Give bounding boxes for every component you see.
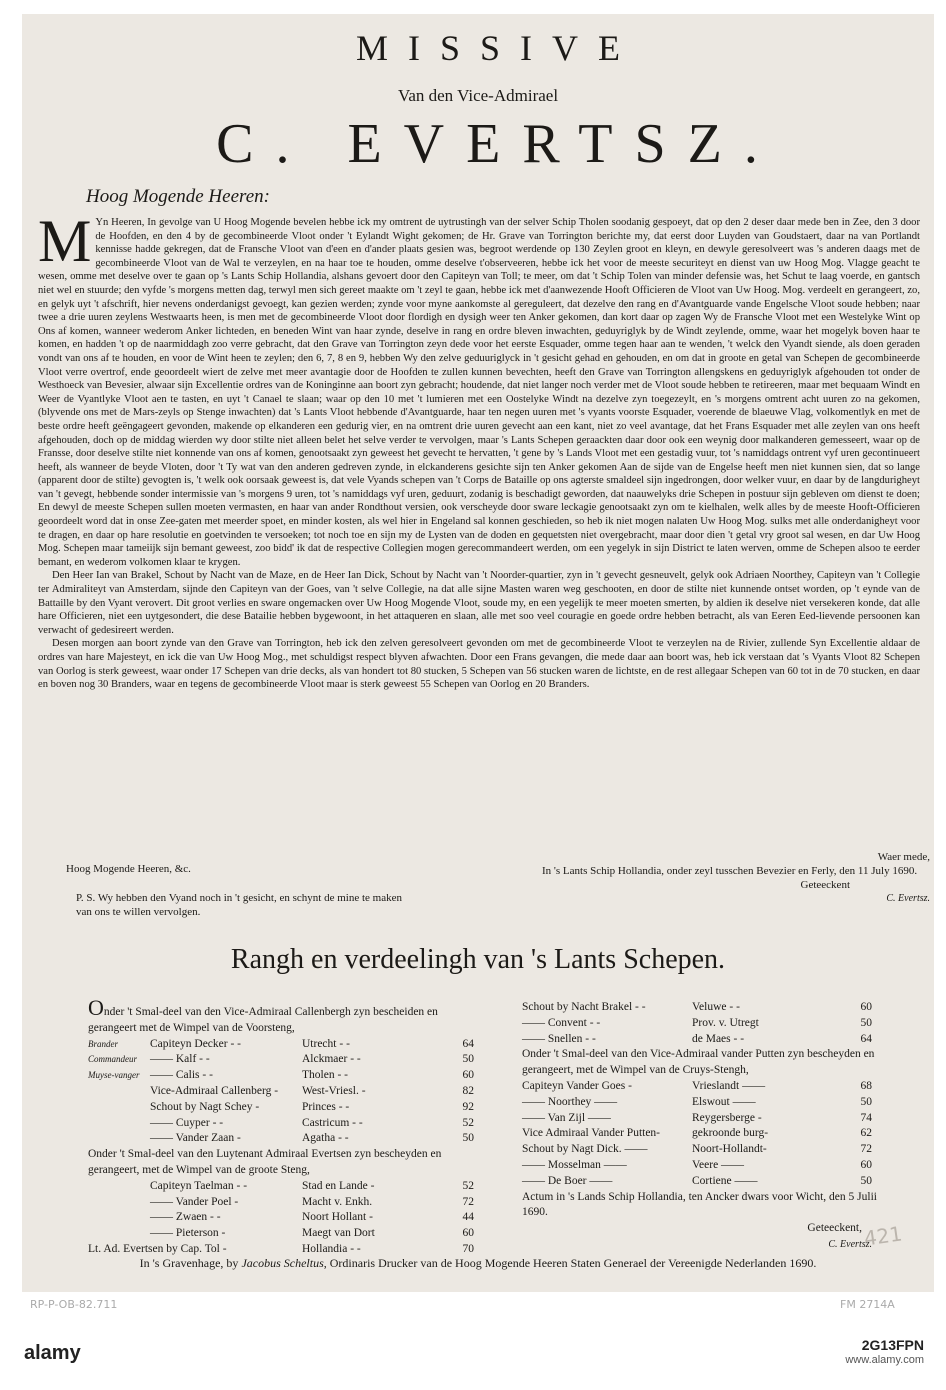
captain-name: Vice Admiraal Vander Putten- bbox=[522, 1127, 661, 1140]
ship-name: Elswout —— bbox=[692, 1095, 756, 1108]
ship-row bbox=[88, 1052, 476, 1068]
captain-name: Schout by Nacht Brakel - - bbox=[522, 1001, 646, 1013]
admiral-name: C. EVERTSZ. bbox=[216, 113, 780, 175]
ship-name: Agatha - - bbox=[302, 1132, 349, 1145]
ship-row bbox=[522, 1000, 902, 1016]
ship-role: Muyse-vanger bbox=[88, 1070, 140, 1081]
captain-name: —— Cuyper - - bbox=[150, 1116, 224, 1129]
ship-row bbox=[522, 1016, 902, 1032]
pencil-mark: 421 bbox=[862, 1221, 904, 1251]
ship-name: Tholen - - bbox=[302, 1069, 348, 1082]
ship-guns: 50 bbox=[860, 1016, 872, 1029]
accession-number: RP-P-OB-82.711 bbox=[30, 1298, 118, 1311]
captain-name: Capiteyn Vander Goes - bbox=[522, 1079, 632, 1092]
squadron-intro-text: nder 't Smal-deel van den Vice-Admiraal Callenbergh zyn bescheiden en gerangeert met de Wimpel van de Voorsteng, bbox=[88, 1006, 438, 1034]
document-title: MISSIVE bbox=[355, 28, 641, 68]
captain-name: —— Mosselman —— bbox=[522, 1158, 627, 1171]
ship-guns: 60 bbox=[462, 1227, 474, 1240]
captain-name: —— Kalf - - bbox=[150, 1053, 210, 1066]
ship-name: Utrecht - - bbox=[302, 1037, 350, 1050]
letter-paragraph: Desen morgen aan boort zynde van den Grave van Torrington, heb ick den zelven geresolveert gevonden om met de gecombineerde Vloot te verzeylen na de Rivier, zullende Syn Excellentie aldaar de ordres van hare Majesteyt, en ick die van Uw Hoog Mog., met schuldigst respect blyven afwachten. Door een Frans gevangen, die mede daar aan boort was, heb ick verstaan dat 's Vyants Vloot 82 Schepen van Oorlog is sterk geweest, waar onder 17 Schepen van drie decks, als van hondert tot 80 stucken, 5 Schepen van 56 stucken waren de lichtste, en de rest allegaar Schepen van 60 tot in de 70 stucken, en daar en boven nog 30 Branders, waar en tegens de gecombineerde Vloot maar is sterk geweest 55 Schepen van Oorlog en 20 Branders. bbox=[38, 638, 920, 691]
ship-row bbox=[88, 1037, 476, 1053]
ship-row bbox=[88, 1131, 476, 1147]
ship-name: Castricum - - bbox=[302, 1116, 363, 1129]
list-signed: Geteeckent, bbox=[807, 1222, 862, 1235]
ship-guns: 50 bbox=[462, 1053, 474, 1066]
stock-logo: alamy bbox=[24, 1342, 81, 1364]
ship-name: Stad en Lande - bbox=[302, 1179, 375, 1192]
ship-row bbox=[522, 1032, 902, 1048]
initial-letter: O bbox=[88, 995, 104, 1020]
ship-role: Brander bbox=[88, 1038, 118, 1049]
imprint-post: , Ordinaris Drucker van de Hoog Mogende Heeren Staten Generael der Vereenigde Nederlanden 1690. bbox=[323, 1256, 817, 1270]
closing-address: Hoog Mogende Heeren, &c. bbox=[66, 863, 191, 875]
stock-footer bbox=[0, 1320, 946, 1390]
captain-name: Vice-Admiraal Callenberg - bbox=[150, 1084, 279, 1097]
captain-name: Schout by Nagt Schey - bbox=[150, 1100, 260, 1113]
captain-name: —— De Boer —— bbox=[522, 1174, 613, 1187]
ship-guns: 82 bbox=[462, 1084, 474, 1097]
ship-row bbox=[88, 1226, 476, 1242]
drop-cap: M bbox=[38, 208, 92, 274]
captain-name: Schout by Nagt Dick. —— bbox=[522, 1143, 648, 1156]
ship-row bbox=[88, 1084, 476, 1100]
ship-name: Noort Hollant - bbox=[302, 1211, 373, 1224]
ship-row bbox=[522, 1079, 902, 1095]
ship-row bbox=[88, 1179, 476, 1195]
ship-guns: 72 bbox=[462, 1195, 474, 1208]
ship-row bbox=[522, 1095, 902, 1111]
stock-image-id: 2G13FPN bbox=[861, 1337, 924, 1353]
closing-waer-mede: Waer mede, bbox=[877, 851, 930, 863]
ship-name: Maegt van Dort bbox=[302, 1227, 375, 1240]
ship-name: Alckmaer - - bbox=[302, 1053, 361, 1066]
closing-block bbox=[542, 850, 930, 906]
ship-guns: 50 bbox=[860, 1174, 872, 1187]
ship-name: West-Vriesl. - bbox=[302, 1084, 366, 1097]
captain-name: —— Calis - - bbox=[150, 1069, 213, 1082]
ship-name: de Maes - - bbox=[692, 1032, 745, 1045]
ship-row bbox=[522, 1174, 902, 1190]
captain-name: —— Snellen - - bbox=[522, 1032, 596, 1045]
ship-guns: 50 bbox=[860, 1095, 872, 1108]
ship-guns: 64 bbox=[860, 1032, 872, 1045]
ship-guns: 68 bbox=[860, 1079, 872, 1092]
actum-line: Actum in 's Lands Schip Hollandia, ten Ancker dwars voor Wicht, den 5 Julii 1690. bbox=[522, 1190, 877, 1219]
ship-name: Vrieslandt —— bbox=[692, 1079, 766, 1092]
ship-name: Veluwe - - bbox=[692, 1001, 740, 1013]
captain-name: —— Zwaen - - bbox=[150, 1211, 221, 1224]
ship-row bbox=[88, 1100, 476, 1116]
ship-name: Macht v. Enkh. bbox=[302, 1195, 373, 1208]
ship-name: Reygersberge - bbox=[692, 1111, 762, 1124]
captain-name: Lt. Ad. Evertsen by Cap. Tol - bbox=[88, 1242, 227, 1255]
squadron-intro: Onder 't Smal-deel van den Luytenant Admiraal Evertsen zyn bescheyden en gerangeert, met de Wimpel van de groote Steng, bbox=[88, 1148, 442, 1176]
ship-row bbox=[88, 1068, 476, 1084]
letter-body bbox=[38, 208, 920, 692]
stock-meta bbox=[845, 1338, 924, 1368]
letter-paragraph: Den Heer Ian van Brakel, Schout by Nacht van de Maze, en de Heer Ian Dick, Schout by Nacht van 't Noorder-quartier, zyn in 't gevecht gesneuvelt, gelyk ook Adriaen Noorthey, Capiteyn van 't Collegie ter Admiraliteyt van Amsterdam, sijnde den Capiteyn van der Goes, van 't selve Collegie, na dat alle sijne Masten waren weg geschooten, en door de stilte niet kunnende ontset worden, op 't eynde van de Battaille by den Vyant verovert. Dit groot verlies en sware ongemacken over Uw Hoog Mogende Vloot, soude my, en een yegelijk te meer moeten smerten, by aldien ik deselve niet versekeren konde, dat alle hare Officieren, niet een uytgesondert, die dese Batailie hebben bygewoont, in het attaqueren en slaan, alle met soo veel couragie en goede ordre hebben betracht, als van Eeren Eed-lievende persoonen kan verwacht of gedesireert werden. bbox=[38, 570, 920, 636]
imprint-printer: Jacobus Scheltus bbox=[241, 1256, 324, 1270]
ship-guns: 74 bbox=[860, 1111, 872, 1124]
imprint bbox=[22, 1256, 934, 1271]
ship-row bbox=[88, 1195, 476, 1211]
ship-name: Cortiene —— bbox=[692, 1174, 758, 1187]
captain-name: —— Pieterson - bbox=[150, 1227, 226, 1240]
ship-guns: 52 bbox=[462, 1116, 474, 1129]
captain-name: Capiteyn Decker - - bbox=[150, 1037, 242, 1050]
postscript: P. S. Wy hebben den Vyand noch in 't gesicht, en schynt de mine te maken van ons te willen vervolgen. bbox=[76, 892, 402, 918]
ship-name: Veere —— bbox=[692, 1158, 745, 1171]
ship-guns: 44 bbox=[462, 1211, 474, 1224]
ship-name: Hollandia - - bbox=[302, 1242, 361, 1255]
printed-sheet bbox=[22, 14, 934, 1292]
salutation: Hoog Mogende Heeren: bbox=[86, 186, 270, 207]
ship-guns: 72 bbox=[860, 1143, 872, 1156]
ship-name: Noort-Hollandt- bbox=[692, 1143, 767, 1156]
ship-guns: 50 bbox=[462, 1132, 474, 1145]
ship-guns: 62 bbox=[860, 1127, 872, 1140]
ship-row bbox=[88, 1116, 476, 1132]
closing-place-date: In 's Lants Schip Hollandia, onder zeyl tusschen Bevezier en Ferly, den 11 July 1690. bbox=[542, 865, 918, 877]
ship-name: Prov. v. Utregt bbox=[692, 1016, 759, 1029]
document-subtitle: Van den Vice-Admirael bbox=[397, 86, 559, 105]
captain-name: Capiteyn Taelman - - bbox=[150, 1179, 248, 1192]
list-signature: C. Evertsz. bbox=[828, 1238, 872, 1250]
ship-guns: 60 bbox=[860, 1158, 872, 1171]
ship-list-right bbox=[522, 1000, 902, 1253]
ship-name: Princes - - bbox=[302, 1100, 350, 1113]
ship-guns: 60 bbox=[462, 1069, 474, 1082]
squadron-intro bbox=[88, 995, 476, 1037]
ship-row bbox=[522, 1158, 902, 1174]
ship-name: gekroonde burg- bbox=[692, 1127, 769, 1140]
ship-guns: 64 bbox=[462, 1037, 474, 1050]
accession-mark-right: FM 2714A bbox=[840, 1298, 895, 1311]
captain-name: —— Noorthey —— bbox=[522, 1095, 618, 1108]
ship-row bbox=[522, 1126, 902, 1142]
ship-guns: 92 bbox=[462, 1100, 474, 1113]
squadron-intro: Onder 't Smal-deel van den Vice-Admiraal vander Putten zyn bescheyden en gerangeert, met de Wimpel van de Cruys-Stengh, bbox=[522, 1048, 875, 1077]
captain-name: —— Vander Zaan - bbox=[150, 1132, 241, 1145]
ship-guns: 70 bbox=[462, 1242, 474, 1255]
ship-list-heading: Rangh en verdeelingh van 's Lants Schepen. bbox=[230, 944, 726, 975]
ship-role: Commandeur bbox=[88, 1054, 137, 1065]
ship-list-left bbox=[88, 995, 476, 1258]
imprint-pre: In 's Gravenhage, by bbox=[139, 1256, 239, 1270]
stock-site: www.alamy.com bbox=[845, 1354, 924, 1366]
ship-row bbox=[88, 1210, 476, 1226]
ship-guns: 52 bbox=[462, 1179, 474, 1192]
captain-name: —— Convent - - bbox=[522, 1016, 601, 1029]
letter-paragraph: Yn Heeren, In gevolge van U Hoog Mogende bevelen hebbe ick my omtrent de uytrustingh van der selver Schip Tholen soodanig gespoeyt, dat op den 2 deser daar mede ben in Zee, den 3 door de Hoofden, en den 4 by de gecombineerde Vloot onder 't Eylandt Wight gekomen; de Hr. Grave van Torrington berichte my, dat eerst door Luyden van Goudstaert, daar na van Portlandt kennisse hadde gekregen, dat de Fransche Vloot van d'een en d'ander plaats gesien was, begroot werdende op 130 Zeylen groot en kleyn, en dewyle geresolveert was 's anderen daags met de gecombineerde Vloot van de Wal te verzeylen, en na haar toe te houden, omme deselve t'observeeren, hebbe ick het voor de meeste securiteyt en dienst van uw Hoog Mog. Vlagge geacht te wesen, omme met deselve over te gaan op 's Lants Schip Hollandia, alshans gevoert door den Capiteyn van Toll; te meer, om dat 't Schip Tolen van minder defensie was, het Schut te laag voerde, en gantsch niet wel en stuurde; den vyfde 's morgens metten dag, terwyl men sich gereet maakte om 't zeyl te gaan, hebbe ick met d'aanwezende Hooft Officieren de Vloot van Uw Hoog. Mog. verdeelt en gerangeert, zo, en gelyk uyt 't afschrift, hier nevens onderdanigst gevoegt, kan gezien werden; zynde voor myne aankomste al gereguleert, dat dezelve den rang en d'Avantguarde vande Engelsche Vloot soude hebben; naar twee a drie uuren zeylens Westwaarts heen, is men met de gecombineerde Vloot door flordigh en dysigh weer ten Anker gekomen, dan kort daar op zagen Wy de Fransche Vloot met een Westelyke Wint op Ons af komen, wanneer wederom Anker lichteden, en beneden Wint van haar zynde, deselve in rang en ordre bleven inwachten, geduyriglyk by de Windt zeylende, omme, waar het mogelyk boven haar te komen, en hadden 't op de naarmiddagh zoo verre gebracht, dat den Grave van Torrington zeyn dede voor het eerste Esquader, omme tegen haar aan te wenden, 't welck den Vyandt siende, als doen geraden vondt van ons af te houden, en voor de Wint heen te zeylen; den 6, 7, 8 en 9, hebben Wy den zelve geduuriglyck in 't gesicht gehad en gehouden, en om dat in groote en getal van Schepen de gecombineerde Vloot verre overtrof, ende geoordeelt wiert de zelve met meer avantagie door de Hoofden te zullen kunnen bevechten, heeft den Grave van Torrington allengskens en geduyriglyk afgehouden tot onder de Westhoeck van Bevesier, alwaar sijn Excellentie ordres van de Koninginne aan boort zyn gebracht; houdende, dat niet langer noch verder met de Vloot soude hebben te retireeren, maar met bequaam Windt en Weer de Vyantlyke Vloot aen te tasten, en uyt 't Canael te slaan; waar op den 10 met 't lumieren met een Oostelyke Windt na dezelve zyn toegezeylt, en 's morgens omtrent acht uuren zo na gekomen, (blyvende ons met de Mars-zeyls op Stenge inwachten) dat 's Lants Vloot hebbende d'Avantguarde, haar ten negen uuren met 's vyants voorste Esquader, voerende de blaeuwe Vlag, volkomentlyk en met de beste ordre heeft geëngageert gevonden, makende op elkanderen een gedurig vier, en na omtrent drie uuren gevecht aan een kant, niet zo veel avantage, dat het Frans Esquader met alle zeylen van ons heeft afgehouden, doch op de middag wierden wy door stilte niet alleen belet het selve verder te vervolgen, maar 's Lants Schepen geraackten daar door ook een weynig door malkanderen gemesseert, waar op de Fransse, door deselve stilte niet konnende van ons af komen, genootsaakt zyn geweest het gevecht te hervatten, 't gene by 's Lands Vloot met een gestadig vuur, tot 's namiddags ontrent vyf uren gecontinueert heeft, als wanneer de beyde Vloten, door 't Ty wat van den anderen gedreven zynde, in elckanderens gesichte sijn ten Anker gekomen Aan de sijde van de Engelse heeft men niet kunnen sien, dat so lange (apparent door de stilte) gevogten is, 't welk ook oorsaak geweest is, dat vele Vyands schepen van 't Corps de Bataille op ons agterste smaldeel sijn ingedrongen, door welker vuur, en daar by de langdurigheyt van 't gevegt, hebbende sonder intermissie van 's morgens 9 uren, tot 's namiddags vyf uren, geduurt, zodanig is beschadigt geworden, dat naauwelyks drie Schepen in postuur sijn gebleven om dienst te doen; En dewyl de meeste Schepen sullen moeten vermasten, en haar van ander Rondthout versien, ook verscheyde door sware leckagie genootsaakt zyn om te kielhalen, welk alles by de meeste Hooft-Officieren geoordeelt word dat in onse Zee-gaten met meerder spoet, en minder kosten, als wel hier in Engeland sal konnen geschieden, so heb ik niet mogen nalaten Uw Hoog Mog. sulks met alle onderdanigheyt voor te dragen, en daar op hare resolutie en goetvinden te versoeken; tot noch toe en sijn my de Lysten van de doden en gequetsten niet overgebracht, maar door dien 't getal vry groot sal wesen, en dar Uw Hoog Mog. Schepen maar tameiijk sijn bemant geweest, zoo bidd' ik dat de respective Collegien mogen gerecommandeert werden, om een yegelyk in sijn District te laten werven, omme de Schepen alsoo te eerder bemant, en wederom volkomen klaar te krygen. bbox=[38, 217, 920, 568]
closing-signed: Geteeckent bbox=[800, 879, 850, 891]
ship-row bbox=[522, 1142, 902, 1158]
closing-signature: C. Evertsz. bbox=[886, 893, 930, 904]
ship-row bbox=[522, 1111, 902, 1127]
captain-name: —— Van Zijl —— bbox=[522, 1111, 611, 1124]
ship-guns: 60 bbox=[860, 1001, 872, 1013]
captain-name: —— Vander Poel - bbox=[150, 1195, 239, 1208]
